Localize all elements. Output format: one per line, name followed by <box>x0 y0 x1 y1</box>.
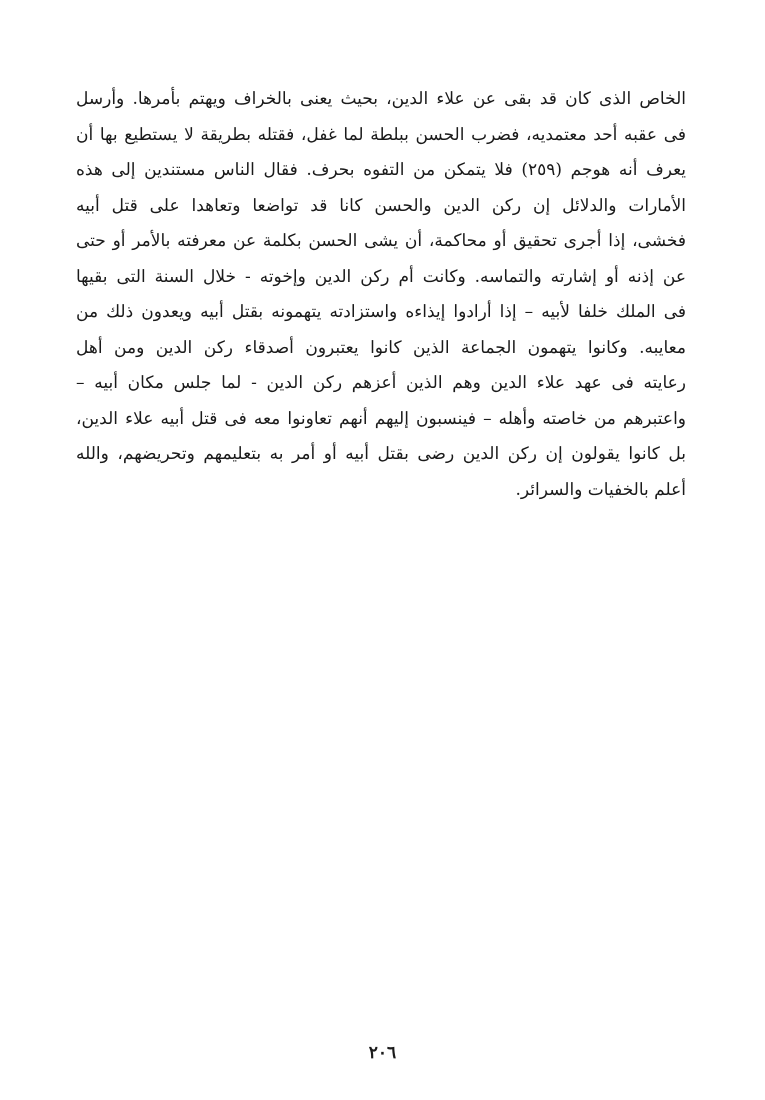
text-line: رعايته فى عهد علاء الدين وهم الذين أعزهم ركن الدين - لما جلس مكان أبيه – <box>76 373 686 393</box>
text-line: واعتبرهم من خاصته وأهله – فينسبون إليهم أنهم تعاونوا معه فى قتل أبيه علاء الدين، <box>76 408 686 429</box>
text-line: فى عقبه أحد معتمديه، فضرب الحسن ببلطة لما غفل، فقتله بطريقة لا يستطيع بها أن <box>76 124 686 145</box>
text-line: معايبه. وكانوا يتهمون الجماعة الذين كانوا يعتبرون أصدقاء ركن الدين ومن أهل <box>76 337 686 358</box>
text-line: فخشى، إذا أجرى تحقيق أو محاكمة، أن يشى الحسن بكلمة عن معرفته بالأمر أو حتى <box>76 231 686 251</box>
text-line: عن إذنه أو إشارته والتماسه. وكانت أم ركن الدين وإخوته - خلال السنة التى بقيها <box>76 266 686 287</box>
body-paragraph <box>76 82 686 508</box>
page-number: ٢٠٦ <box>368 1043 397 1063</box>
text-line: فى الملك خلفا لأبيه – إذا أرادوا إيذاءه واستزادته يتهمونه بقتل أبيه ويعدون ذلك من <box>76 302 686 322</box>
text-line: يعرف أنه هوجم (٢٥٩) فلا يتمكن من التفوه بحرف. فقال الناس مستندين إلى هذه <box>76 160 686 180</box>
text-line: الأمارات والدلائل إن ركن الدين والحسن كانا قد تواضعا وتعاهدا على قتل أبيه <box>76 195 686 216</box>
text-line: بل كانوا يقولون إن ركن الدين رضى بقتل أبيه أو أمر به بتعليمهم وتحريضهم، والله <box>76 444 686 464</box>
text-line: الخاص الذى كان قد بقى عن علاء الدين، بحيث يعنى بالخراف ويهتم بأمرها. وأرسل <box>76 89 686 109</box>
text-line: أعلم بالخفيات والسرائر. <box>515 479 686 500</box>
